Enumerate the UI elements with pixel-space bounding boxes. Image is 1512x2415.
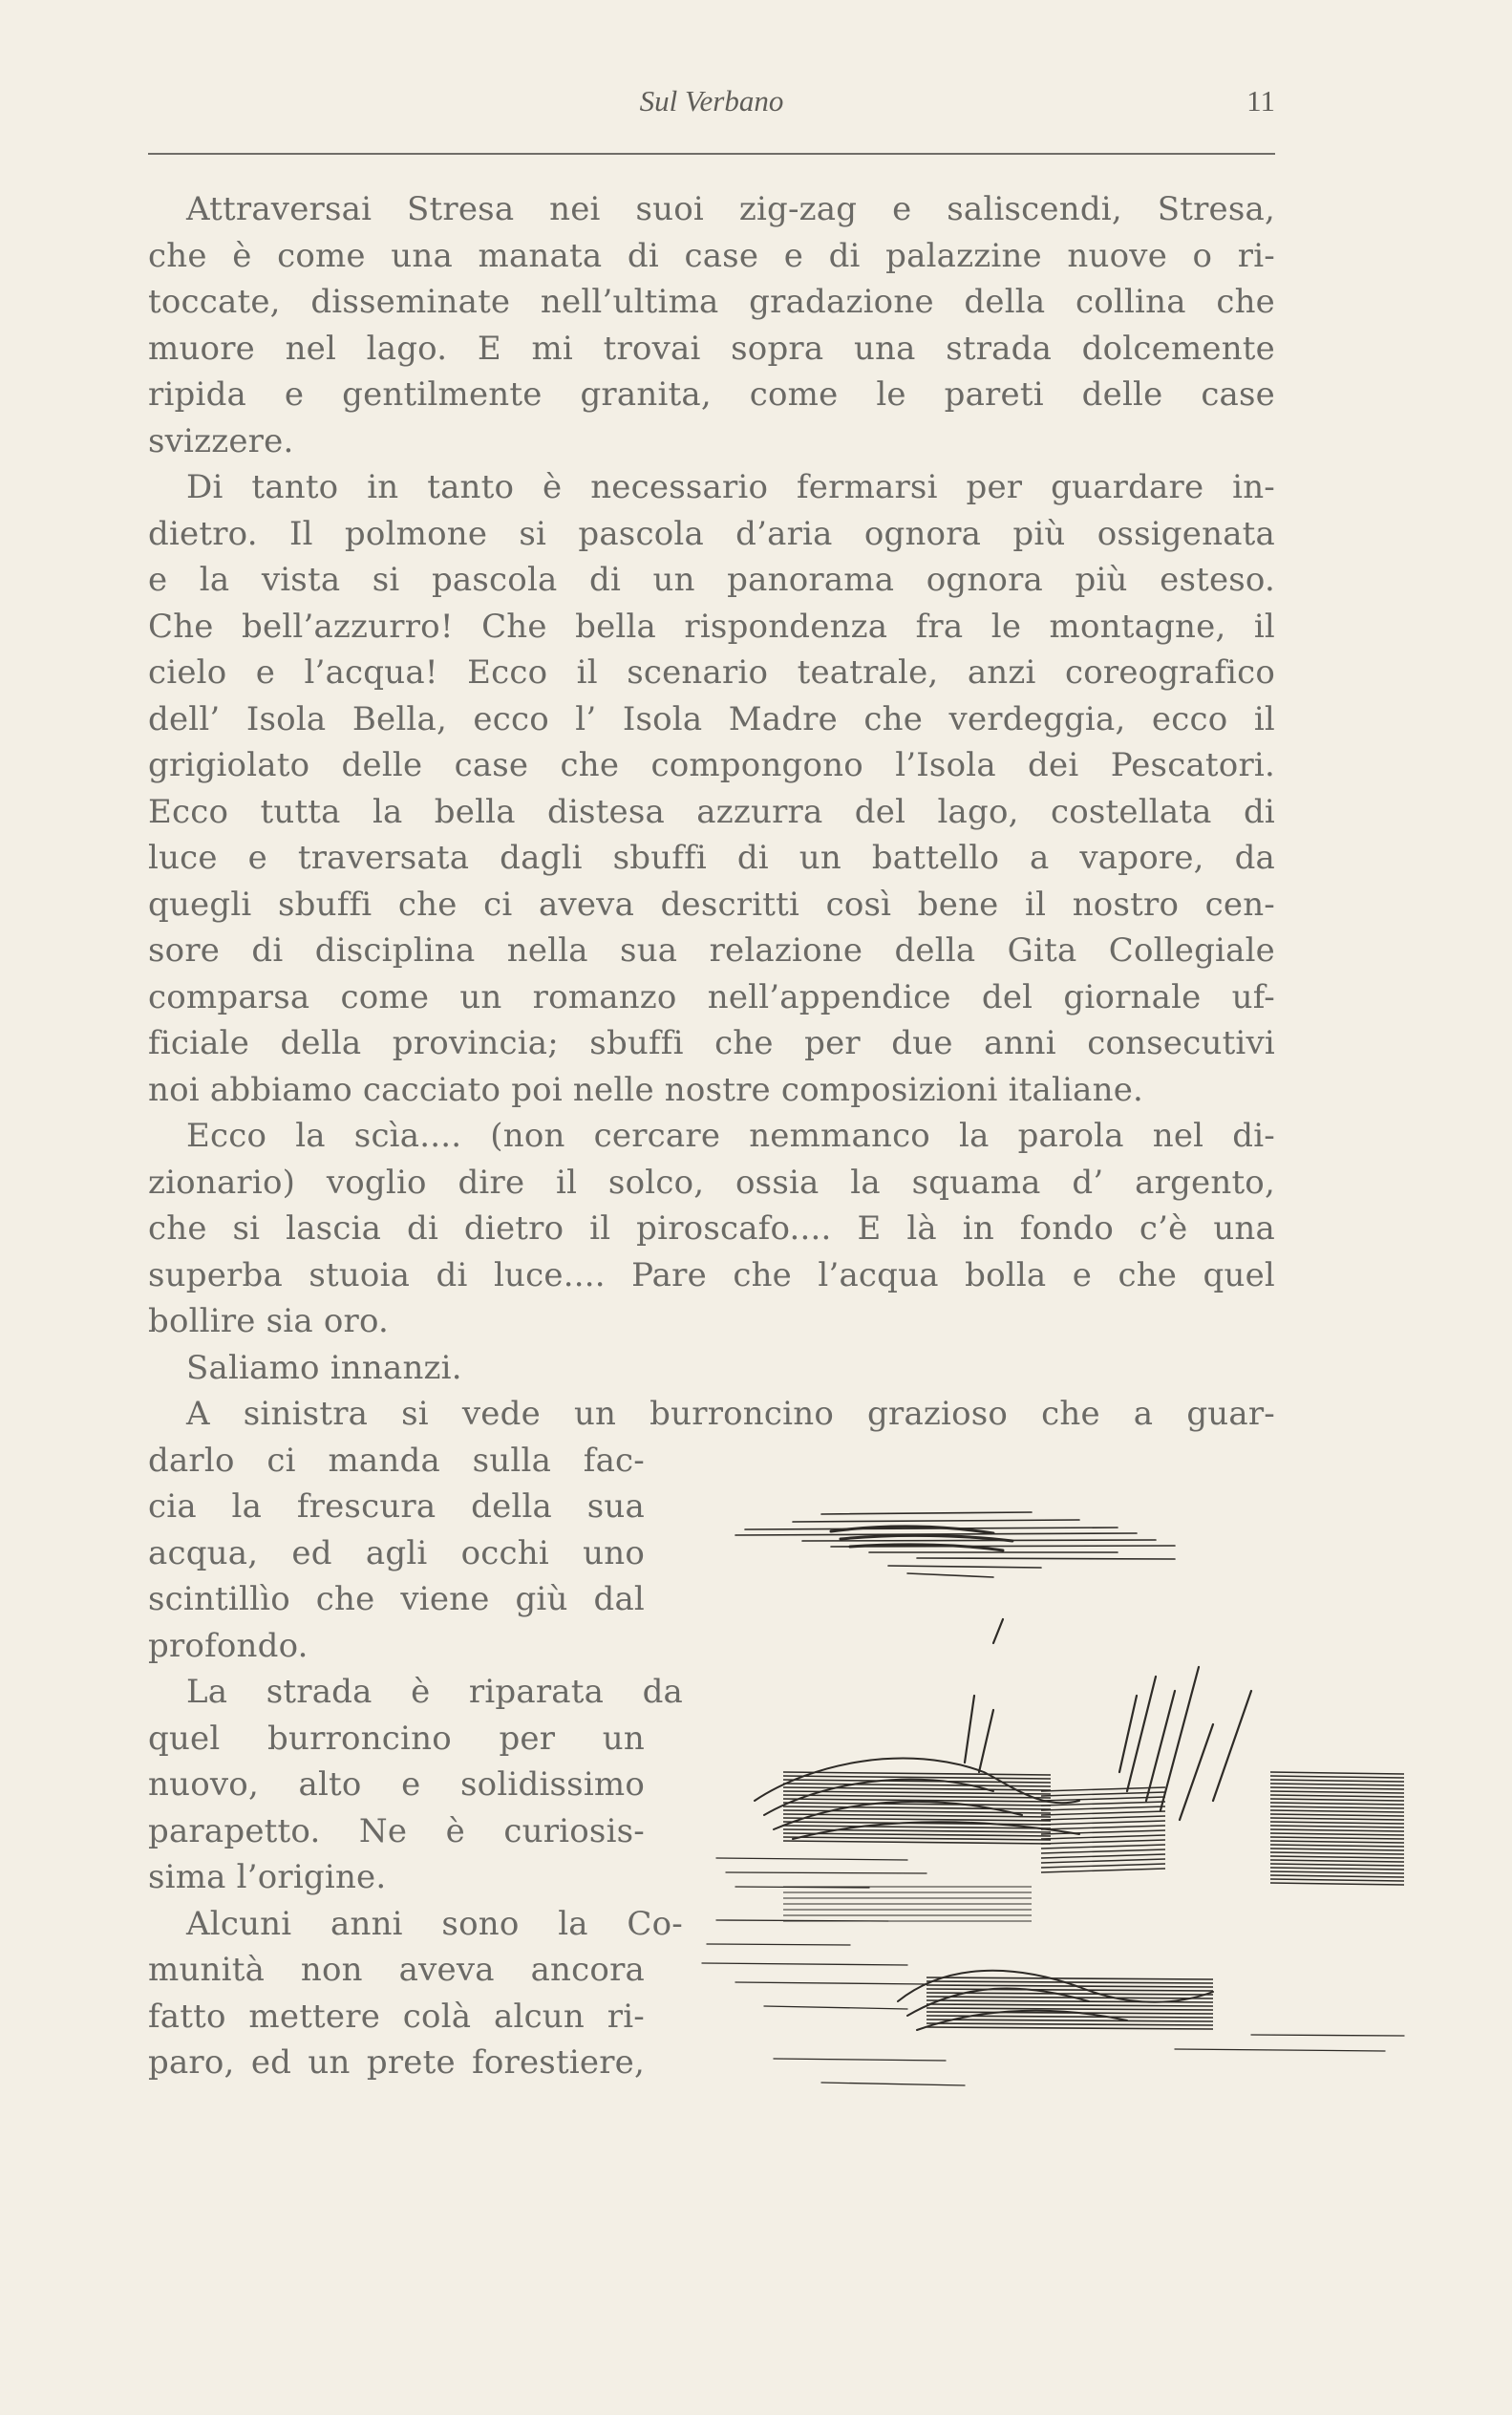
text-line: toccate, disseminate nell’ultima gradazione della collina che [148,283,1275,321]
text-line: Ecco tutta la bella distesa azzurra del lago, costellata di [148,792,1275,831]
text-line: sima l’origine. [148,1858,387,1896]
text-line: quegli sbuffi che ci aveva descritti così bene il nostro cen- [148,885,1275,924]
text-line: profondo. [148,1626,309,1665]
text-line: munità non aveva ancora [148,1951,645,1989]
running-title: Sul Verbano [639,84,784,118]
text-line: Ecco la scìa.... (non cercare nemmanco la parola nel di- [186,1117,1275,1155]
text-line: muore nel lago. E mi trovai sopra una strada dolcemente [148,329,1275,368]
text-line: cielo e l’acqua! Ecco il scenario teatrale, anzi coreografico [148,653,1275,692]
text-line: darlo ci manda sulla fac- [148,1441,645,1480]
text-line: dell’ Isola Bella, ecco l’ Isola Madre che verdeggia, ecco il [148,699,1275,738]
text-line: superba stuoia di luce.... Pare che l’acqua bolla e che quel [148,1255,1275,1294]
text-line: e la vista si pascola di un panorama ognora più esteso. [148,561,1275,599]
text-line: Saliamo innanzi. [186,1348,462,1387]
text-line: luce e traversata dagli sbuffi di un battello a vapore, da [148,839,1275,877]
text-line: ficiale della provincia; sbuffi che per due anni consecutivi [148,1024,1275,1062]
text-line: quel burroncino per un [148,1719,645,1758]
text-line: parapetto. Ne è curiosis- [148,1811,645,1850]
text-line: bollire sia oro. [148,1302,390,1340]
text-line: Che bell’azzurro! Che bella rispondenza fra le montagne, il [148,607,1275,646]
page-header [148,84,1275,122]
text-line: Alcuni anni sono la Co- [186,1904,683,1943]
text-line: nuovo, alto e solidissimo [148,1765,645,1804]
text-line: sore di disciplina nella sua relazione della Gita Collegiale [148,931,1275,970]
text-line: paro, ed un prete forestiere, [148,2043,645,2082]
text-line: A sinistra si vede un burroncino grazioso che a guar- [186,1395,1275,1433]
text-line: cia la frescura della sua [148,1487,645,1526]
text-line: Di tanto in tanto è necessario fermarsi per guardare in- [186,468,1275,506]
text-line: acqua, ed agli occhi uno [148,1533,645,1572]
lake-engraving-illustration [678,1485,1423,2097]
text-line: grigiolato delle case che compongono l’Isola dei Pescatori. [148,746,1275,784]
text-line: che si lascia di dietro il piroscafo.... E là in fondo c’è una [148,1209,1275,1248]
text-line: dietro. Il polmone si pascola d’aria ognora più ossigenata [148,514,1275,553]
text-line: ripida e gentilmente granita, come le pareti delle case [148,375,1275,414]
text-line: noi abbiamo cacciato poi nelle nostre composizioni italiane. [148,1070,1144,1109]
header-rule [148,153,1275,155]
text-line: scintillìo che viene giù dal [148,1580,645,1618]
text-line: zionario) voglio dire il solco, ossia la squama d’ argento, [148,1163,1275,1202]
text-line: La strada è riparata da [186,1673,683,1711]
page-number: 11 [1246,84,1275,118]
text-line: che è come una manata di case e di palazzine nuove o ri- [148,236,1275,275]
text-line: fatto mettere colà alcun ri- [148,1997,645,2036]
text-line: comparsa come un romanzo nell’appendice del giornale uf- [148,977,1275,1016]
text-line: Attraversai Stresa nei suoi zig-zag e saliscendi, Stresa, [186,190,1275,228]
text-line: svizzere. [148,421,294,460]
